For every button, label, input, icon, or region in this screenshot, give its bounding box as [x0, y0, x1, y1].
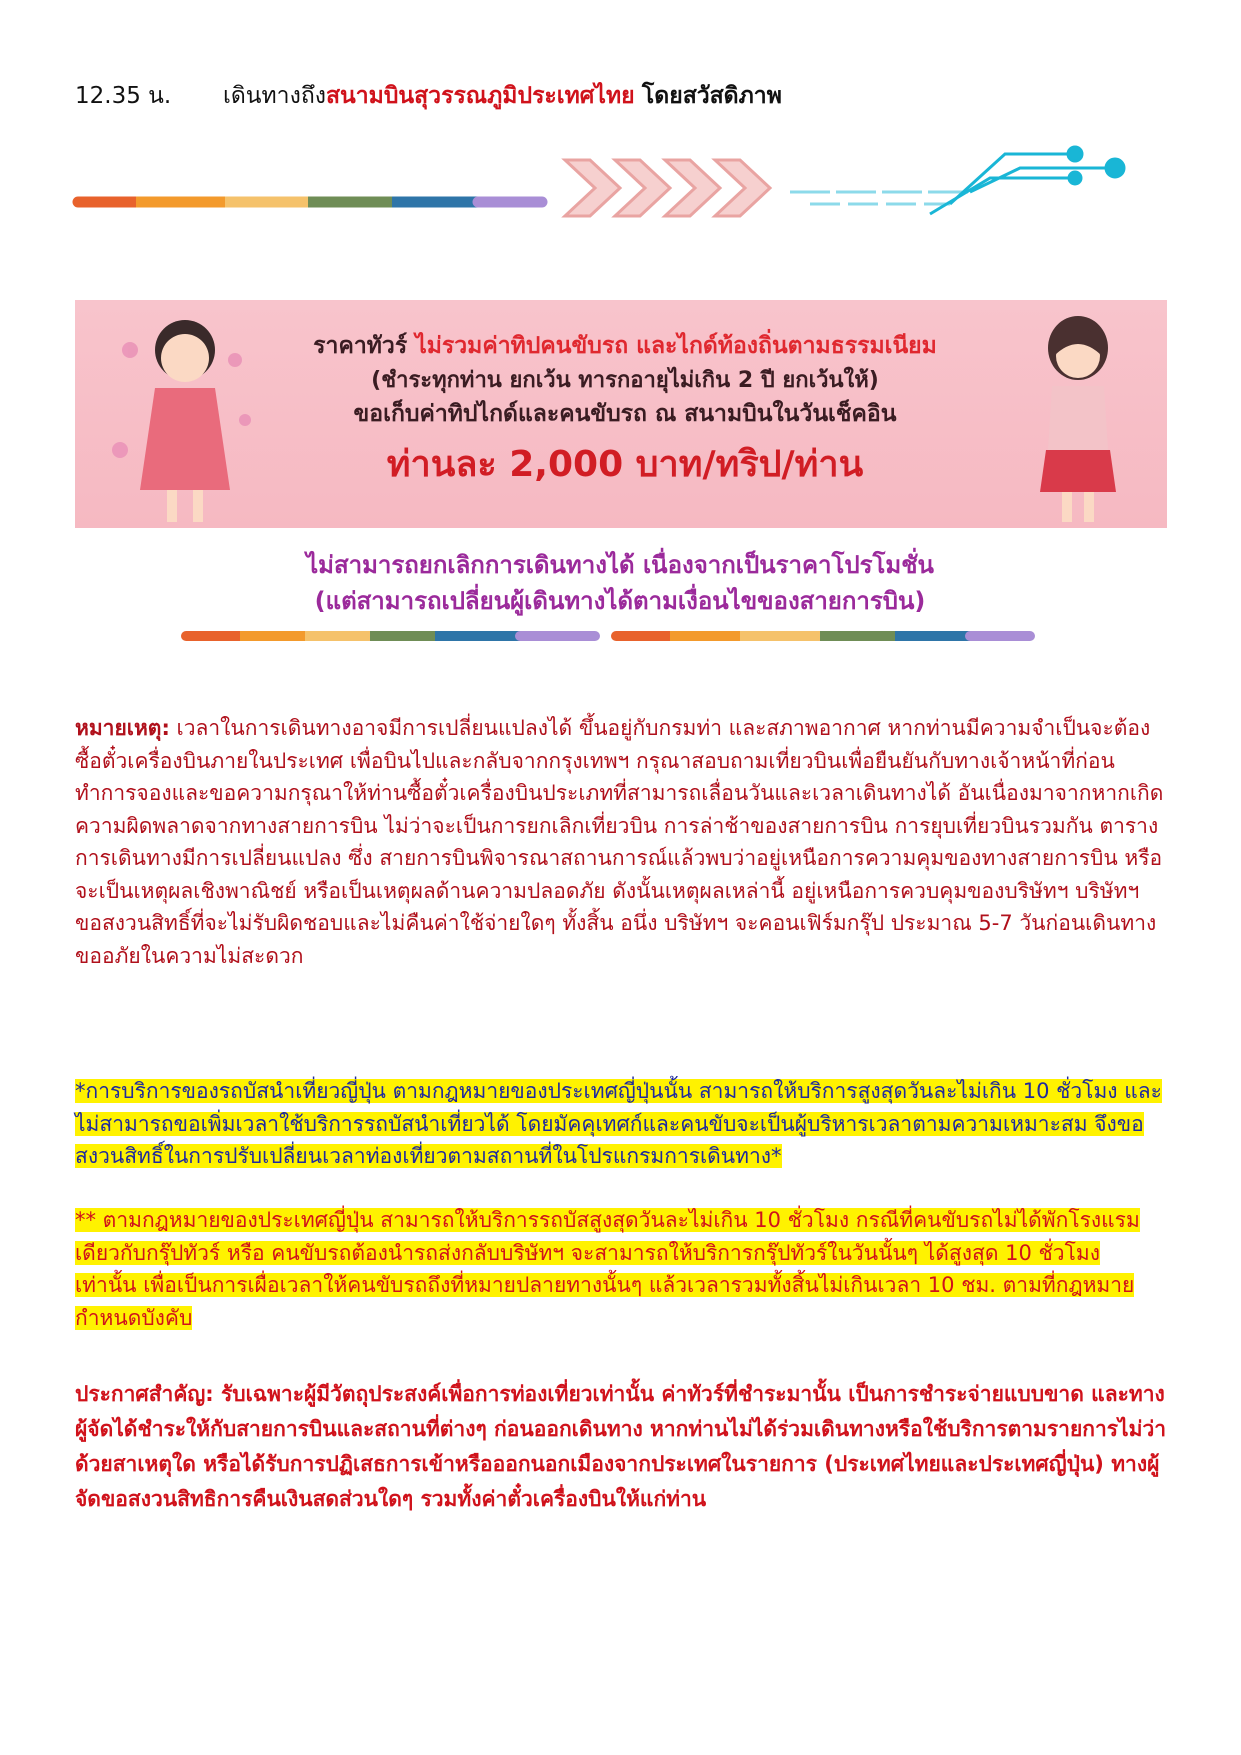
- chevron-arrows-icon: [565, 160, 770, 216]
- banner-line-2: (ชำระทุกท่าน ยกเว้น ทารกอายุไม่เกิน 2 ปี ยกเว้นให้): [371, 368, 879, 393]
- itinerary-time: 12.35 น.: [75, 83, 172, 109]
- double-color-stripe: [180, 628, 1040, 644]
- bowing-girl-right-icon: [990, 300, 1167, 528]
- remark-paragraph: [75, 712, 1167, 972]
- banner-price: ท่านละ 2,000 บาท/ทริป/ท่าน: [386, 444, 864, 485]
- itinerary-description: [223, 78, 782, 114]
- bus-service-paragraph: [75, 1075, 1167, 1173]
- remark-text: เวลาในการเดินทางอาจมีการเปลี่ยนแปลงได้ ขึ้นอยู่กับกรมท่า และสภาพอากาศ หากท่านมีความจำเป็นจะต้องซื้อตั๋วเครื่องบินภายในประเทศ เพื่อบินไปและกลับจากกรุงเทพฯ กรุณาสอบถามเที่ยวบินเพื่อยืนยันกับทางเจ้าหน้าที่ก่อนทำการจองและขอความกรุณาให้ท่านซื้อตั๋วเครื่องบินประเภทที่สามารถเลื่อนวันและเวลาเดินทางได้ อันเนื่องมาจากหากเกิดความผิดพลาดจากทางสายการบิน ไม่ว่าจะเป็นการยกเลิกเที่ยวบิน การล่าช้าของสายการบิน การยุบเที่ยวบินรวมกัน ตารางการเดินทางมีการเปลี่ยนแปลง ซึ่ง สายการบินพิจารณาสถานการณ์แล้วพบว่าอยู่เหนือการความคุมของทางสายการบิน หรือจะเป็นเหตุผลเชิงพาณิชย์ หรือเป็นเหตุผลด้านความปลอดภัย ดังนั้นเหตุผลเหล่านี้ อยู่เหนือการควบคุมของบริษัทฯ บริษัทฯ ขอสงวนสิทธิ์ที่จะไม่รับผิดชอบและไม่คืนค่าใช้จ่ายใดๆ ทั้งสิ้น อนึ่ง บริษัทฯ จะคอนเฟิร์มกรุ๊ป ประมาณ 5-7 วันก่อนเดินทาง ขออภัยในความไม่สะดวก: [75, 716, 1164, 968]
- arrival-suffix: โดยสวัสดิภาพ: [641, 83, 782, 109]
- arrival-prefix: เดินทางถึง: [223, 83, 326, 109]
- banner-line-1-prefix: ราคาทัวร์: [313, 333, 408, 359]
- bus-law-paragraph: [75, 1204, 1167, 1334]
- banner-line-1-highlight: ไม่รวมค่าทิปคนขับรถ และไกด์ท้องถิ่นตามธรรมเนียม: [415, 333, 937, 359]
- arrival-airport: สนามบินสุวรรณภูมิประเทศไทย: [325, 83, 635, 109]
- bus-law-text: ** ตามกฎหมายของประเทศญี่ปุ่น สามารถให้บริการรถบัสสูงสุดวันละไม่เกิน 10 ชั่วโมง กรณีที่คนขับรถไม่ได้พักโรงแรมเดียวกับกรุ๊ปทัวร์ หรือ คนขับรถต้องนำรถส่งกลับบริษัทฯ จะสามารถให้บริการกรุ๊ปทัวร์ในวันนั้นๆ ได้สูงสุด 10 ชั่วโมง เท่านั้น เพื่อเป็นการเผื่อเวลาให้คนขับรถถึงที่หมายปลายทางนั้นๆ แล้วเวลารวมทั้งสิ้นไม่เกินเวลา 10 ชม. ตามที่กฎหมายกำหนดบังคับ: [75, 1208, 1140, 1330]
- promo-line-1: ไม่สามารถยกเลิกการเดินทางได้ เนื่องจากเป็นราคาโปรโมชั่น: [306, 551, 934, 579]
- bowing-girl-left-icon: [75, 300, 265, 528]
- promo-line-2: (แต่สามารถเปลี่ยนผู้เดินทางได้ตามเงื่อนไขของสายการบิน): [314, 587, 926, 615]
- banner-line-3: ขอเก็บค่าทิปไกด์และคนขับรถ ณ สนามบินในวันเช็คอิน: [353, 401, 897, 427]
- circuit-lines-icon: [790, 147, 1124, 214]
- important-announcement: ประกาศสำคัญ: รับเฉพาะผู้มีวัตถุประสงค์เพื่อการท่องเที่ยวเท่านั้น ค่าทัวร์ที่ชำระมานั้น เป็นการชำระจ่ายแบบขาด และทางผู้จัดได้ชำระให้กับสายการบินและสถานที่ต่างๆ ก่อนออกเดินทาง หากท่านไม่ได้ร่วมเดินทางหรือใช้บริการตามรายการไม่ว่าด้วยสาเหตุใด หรือได้รับการปฏิเสธการเข้าหรือออกนอกเมืองจากประเทศในรายการ (ประเทศไทยและประเทศญี่ปุ่น) ทางผู้จัดขอสงวนสิทธิการคืนเงินสดส่วนใดๆ รวมทั้งค่าตั๋วเครื่องบินให้แก่ท่าน: [75, 1382, 1167, 1511]
- decorative-divider: [70, 140, 1180, 230]
- remark-label: หมายเหตุ:: [75, 716, 170, 740]
- tip-notice-banner: [75, 300, 1167, 528]
- bus-service-text: *การบริการของรถบัสนำเที่ยวญี่ปุ่น ตามกฎหมายของประเทศญี่ปุ่นนั้น สามารถให้บริการสูงสุดวันละไม่เกิน 10 ชั่วโมง และไม่สามารถขอเพิ่มเวลาใช้บริการรถบัสนำเที่ยวได้ โดยมัคคุเทศก์และคนขับจะเป็นผู้บริหารเวลาตามความเหมาะสม จึงขอสงวนสิทธิ์ในการปรับเปลี่ยนเวลาท่องเที่ยวตามสถานที่ในโปรแกรมการเดินทาง*: [75, 1079, 1162, 1168]
- banner-line-1: [265, 328, 985, 364]
